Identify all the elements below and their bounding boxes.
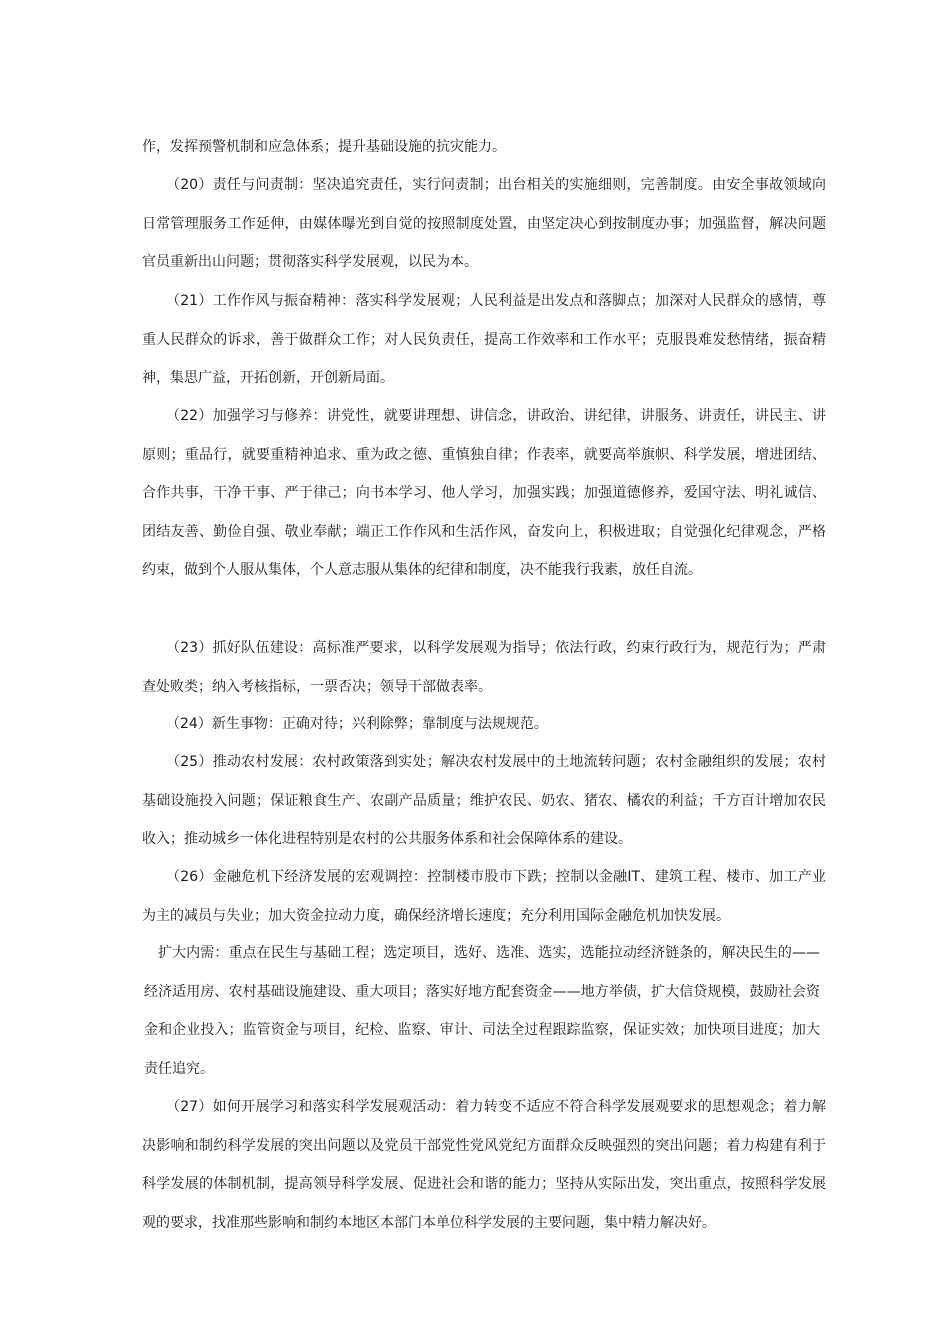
paragraph-24-new-things: （24）新生事物：正确对待；兴利除弊；靠制度与法规规范。 bbox=[166, 716, 548, 732]
paragraph-continuation: 作，发挥预警机制和应急体系；提升基础设施的抗灾能力。 bbox=[142, 139, 506, 155]
paragraph-20-accountability: （20）责任与问责制：坚决追究责任，实行问责制；出台相关的实施细则，完善制度。由安全事故领域向日常管理服务工作延伸，由媒体曝光到自觉的按照制度处置，由坚定决心到按制度办事；加强监督，解决问题官员重新出山问题；贯彻落实科学发展观，以民为本。 bbox=[142, 177, 826, 270]
paragraph-22-study-cultivation: （22）加强学习与修养：讲党性，就要讲理想、讲信念，讲政治、讲纪律，讲服务、讲责任，讲民主、讲原则；重品行，就要重精神追求、重为政之德、重慎独自律；作表率，就要高举旗帜、科学发展，增进团结、合作共事，干净干事、严于律己；向书本学习、他人学习，加强实践；加强道德修养，爱国守法、明礼诚信、团结友善、勤俭自强、敬业奉献；端正工作作风和生活作风，奋发向上，积极进取；自觉强化纪律观念，严格约束，做到个人服从集体，个人意志服从集体的纪律和制度，决不能我行我素，放任自流。 bbox=[142, 408, 826, 578]
paragraph-26-macro-control: （26）金融危机下经济发展的宏观调控：控制楼市股市下跌；控制以金融IT、建筑工程、楼市、加工产业为主的减员与失业；加大资金拉动力度，确保经济增长速度；充分利用国际金融危机加快发展。 bbox=[142, 869, 826, 924]
paragraph-21-work-style: （21）工作作风与振奋精神：落实科学发展观；人民利益是出发点和落脚点；加深对人民群众的感情，尊重人民群众的诉求，善于做群众工作；对人民负责任，提高工作效率和工作水平；克服畏难发愁情绪，振奋精神，集思广益，开拓创新，开创新局面。 bbox=[142, 293, 826, 386]
paragraph-27-scientific-development: （27）如何开展学习和落实科学发展观活动：着力转变不适应不符合科学发展观要求的思想观念；着力解决影响和制约科学发展的突出问题以及党员干部党性党风党纪方面群众反映强烈的突出问题；着力构建有利于科学发展的体制机制，提高领导科学发展、促进社会和谐的能力；坚持从实际出发，突出重点，按照科学发展观的要求，找准那些影响和制约本地区本部门本单位科学发展的主要问题，集中精力解决好。 bbox=[142, 1099, 826, 1231]
paragraph-25-rural-development: （25）推动农村发展：农村政策落到实处；解决农村发展中的土地流转问题；农村金融组织的发展；农村基础设施投入问题；保证粮食生产、农副产品质量；维护农民、奶农、猪农、橘农的利益；千方百计增加农民收入；推动城乡一体化进程特别是农村的公共服务体系和社会保障体系的建设。 bbox=[142, 754, 826, 847]
paragraph-23-team-building: （23）抓好队伍建设：高标准严要求，以科学发展观为指导；依法行政，约束行政行为，规范行为；严肃查处败类；纳入考核指标，一票否决；领导干部做表率。 bbox=[142, 640, 826, 695]
paragraph-expand-domestic-demand: 扩大内需：重点在民生与基础工程；选定项目，选好、选准、选实，选能拉动经济链条的，解决民生的——经济适用房、农村基础设施建设、重大项目；落实好地方配套资金——地方举债，扩大信贷规模，鼓励社会资金和企业投入；监管资金与项目，纪检、监察、审计、司法全过程跟踪监察，保证实效；加快项目进度；加大责任追究。 bbox=[144, 945, 820, 1077]
